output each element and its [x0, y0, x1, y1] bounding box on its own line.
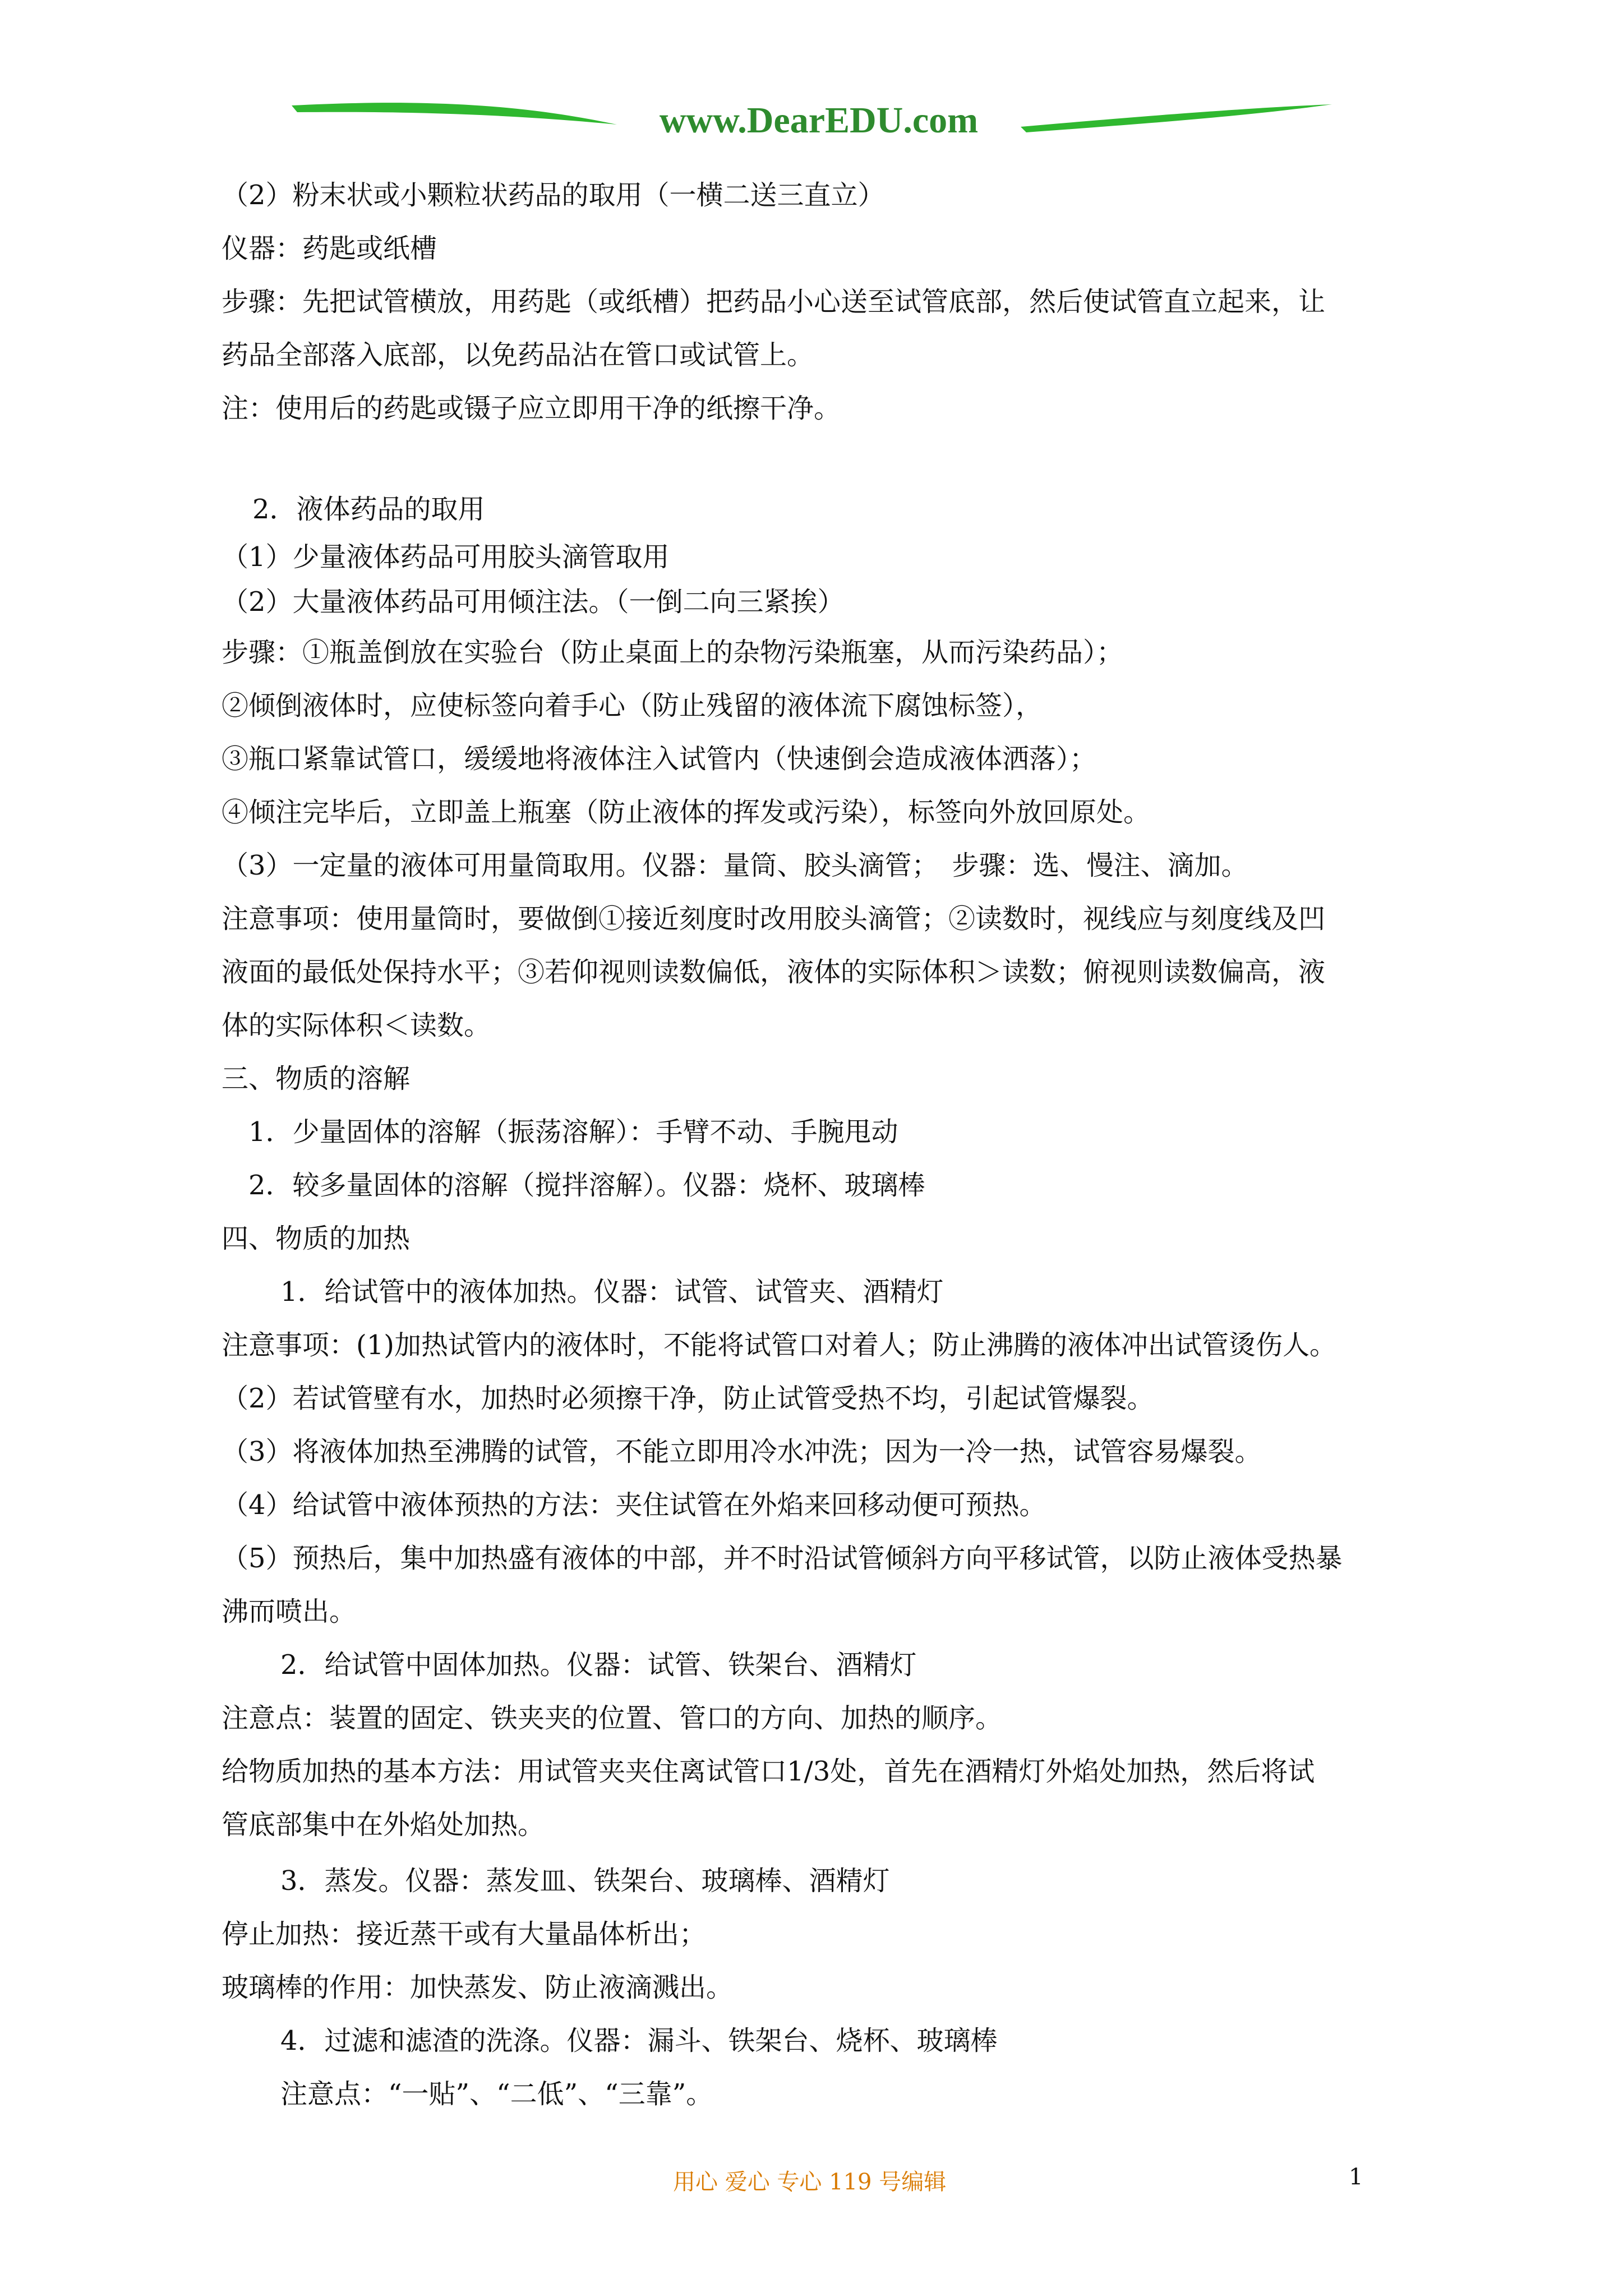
text-line: 4．过滤和滤渣的洗涤。仪器：漏斗、铁架台、烧杯、玻璃棒 — [280, 2025, 998, 2056]
text-line: 步骤：先把试管横放，用药匙（或纸槽）把药品小心送至试管底部，然后使试管直立起来，让 — [222, 286, 1326, 318]
text-line: （1）少量液体药品可用胶头滴管取用 — [222, 541, 670, 573]
text-line: 3．蒸发。仪器：蒸发皿、铁架台、玻璃棒、酒精灯 — [280, 1865, 890, 1897]
section-heading: 2．液体药品的取用 — [252, 494, 485, 525]
text-line: 停止加热：接近蒸干或有大量晶体析出； — [222, 1918, 707, 1950]
text-line: 给物质加热的基本方法：用试管夹夹住离试管口1/3处，首先在酒精灯外焰处加热，然后将试 — [222, 1756, 1315, 1787]
text-line: 沸而喷出。 — [222, 1596, 357, 1627]
page-number: 1 — [1349, 2164, 1363, 2190]
text-line: （5）预热后，集中加热盛有液体的中部，并不时沿试管倾斜方向平移试管，以防止液体受热暴 — [222, 1543, 1343, 1574]
text-line: 注意点：装置的固定、铁夹夹的位置、管口的方向、加热的顺序。 — [222, 1703, 1003, 1734]
text-line: （2）粉末状或小颗粒状药品的取用（一横二送三直立） — [222, 180, 885, 211]
text-line: ③瓶口紧靠试管口，缓缓地将液体注入试管内（快速倒会造成液体洒落）； — [222, 743, 1097, 775]
text-line: 注意点：“一贴”、“二低”、“三靠”。 — [280, 2078, 713, 2110]
text-line: 步骤：①瓶盖倒放在实验台（防止桌面上的杂物污染瓶塞，从而污染药品）； — [222, 637, 1124, 668]
text-line: 1．少量固体的溶解（振荡溶解）：手臂不动、手腕甩动 — [248, 1116, 898, 1148]
text-line: 玻璃棒的作用：加快蒸发、防止液滴溅出。 — [222, 1972, 734, 2003]
logo-left-swoosh — [292, 103, 617, 125]
text-line: 管底部集中在外焰处加热。 — [222, 1809, 545, 1841]
text-line: （2）大量液体药品可用倾注法。（一倒二向三紧挨） — [222, 586, 845, 618]
footer-editor-note: 用心 爱心 专心 119 号编辑 — [673, 2169, 947, 2195]
text-line: ④倾注完毕后，立即盖上瓶塞（防止液体的挥发或污染），标签向外放回原处。 — [222, 797, 1151, 828]
site-logo — [0, 0, 1623, 168]
text-line: 注意事项：使用量筒时，要做倒①接近刻度时改用胶头滴管；②读数时，视线应与刻度线及凹 — [222, 903, 1326, 935]
text-line: ②倾倒液体时，应使标签向着手心（防止残留的液体流下腐蚀标签）， — [222, 690, 1043, 721]
text-line: （3）将液体加热至沸腾的试管，不能立即用冷水冲洗；因为一冷一热，试管容易爆裂。 — [222, 1436, 1262, 1467]
text-line: 药品全部落入底部，以免药品沾在管口或试管上。 — [222, 339, 814, 371]
text-line: 1．给试管中的液体加热。仪器：试管、试管夹、酒精灯 — [280, 1276, 944, 1308]
text-line: （2）若试管壁有水，加热时必须擦干净，防止试管受热不均，引起试管爆裂。 — [222, 1383, 1154, 1414]
logo-right-swoosh — [1021, 104, 1332, 132]
section-heading: 三、物质的溶解 — [222, 1063, 411, 1094]
text-line: 体的实际体积＜读数。 — [222, 1010, 491, 1041]
text-line: 注意事项：(1)加热试管内的液体时，不能将试管口对着人；防止沸腾的液体冲出试管烫伤人。 — [222, 1329, 1336, 1361]
text-line: 液面的最低处保持水平；③若仰视则读数偏低，液体的实际体积＞读数；俯视则读数偏高，液 — [222, 956, 1326, 988]
text-line: （4）给试管中液体预热的方法：夹住试管在外焰来回移动便可预热。 — [222, 1489, 1046, 1521]
section-heading: 四、物质的加热 — [222, 1223, 411, 1254]
text-line: 注：使用后的药匙或镊子应立即用干净的纸擦干净。 — [222, 393, 841, 424]
text-line: 2．较多量固体的溶解（搅拌溶解）。仪器：烧杯、玻璃棒 — [248, 1170, 925, 1201]
text-line: （3）一定量的液体可用量筒取用。仪器：量筒、胶头滴管； 步骤：选、慢注、滴加。 — [222, 850, 1248, 881]
text-line: 2．给试管中固体加热。仪器：试管、铁架台、酒精灯 — [280, 1649, 917, 1681]
logo-text: www.DearEDU.com — [659, 100, 979, 141]
text-line: 仪器：药匙或纸槽 — [222, 233, 437, 264]
